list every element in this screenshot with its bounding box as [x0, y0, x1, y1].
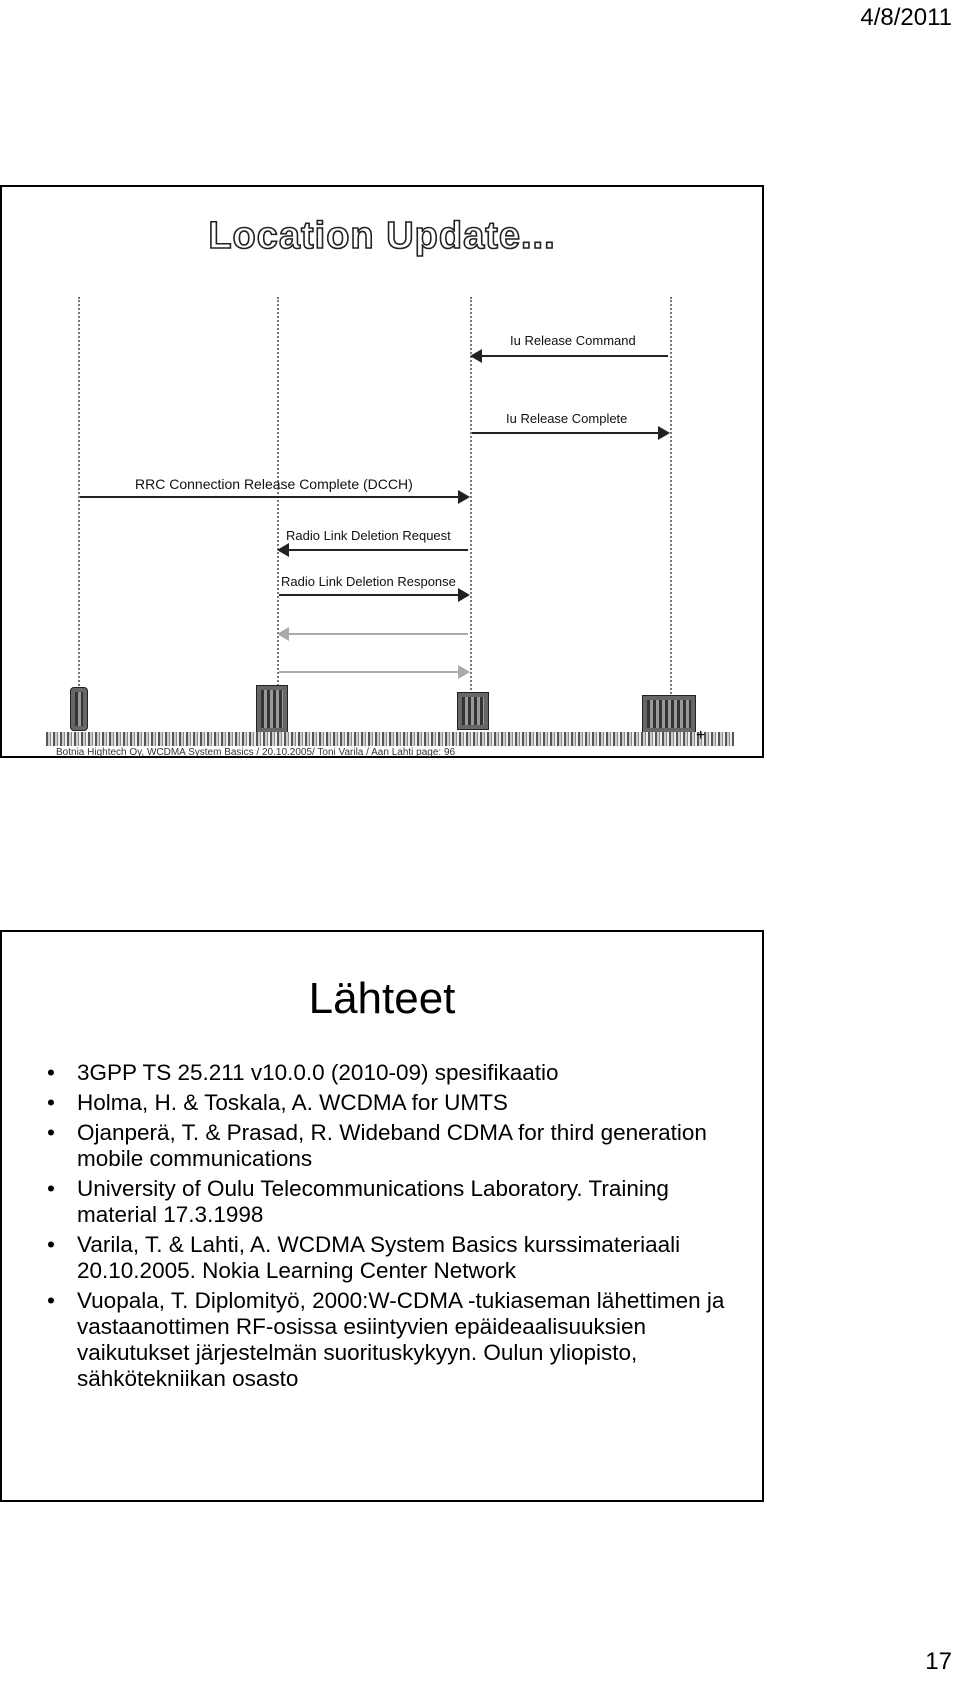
reference-item: • 3GPP TS 25.211 v10.0.0 (2010-09) spesifikaatio	[47, 1060, 747, 1086]
arrow-right-icon	[458, 665, 470, 679]
msg-label-iu-release-complete: Iu Release Complete	[506, 411, 628, 426]
msg-radio-link-deletion-response	[279, 594, 468, 596]
page-number: 17	[925, 1648, 952, 1675]
reference-item: • Ojanperä, T. & Prasad, R. Wideband CDMA for third generation mobile communications	[47, 1120, 747, 1172]
arrow-left-icon	[277, 627, 289, 641]
msg-iu-release-command	[472, 355, 668, 357]
arrow-right-icon	[658, 426, 670, 440]
reference-item: • University of Oulu Telecommunications Laboratory. Training material 17.3.1998	[47, 1176, 747, 1228]
lifeline-ue	[78, 297, 80, 702]
msg-iu-release-complete	[472, 432, 668, 434]
arrow-right-icon	[458, 490, 470, 504]
msg-label-rrc-connection-release-complete: RRC Connection Release Complete (DCCH)	[135, 476, 413, 492]
msg-faint-2	[279, 671, 468, 673]
msg-label-iu-release-command: Iu Release Command	[510, 333, 636, 348]
slide-references	[0, 930, 764, 1502]
slide-location-update	[0, 185, 764, 758]
msg-faint-1	[279, 633, 468, 635]
slide-footer: Botnia Hightech Oy, WCDMA System Basics / 20.10.2005/ Toni Varila / Aan Lahti page: 96	[56, 747, 456, 758]
slide-title: Lähteet	[308, 974, 456, 1023]
corner-mark-icon: +	[696, 727, 706, 744]
arrow-left-icon	[277, 543, 289, 557]
slide-title: Location Update...	[208, 215, 556, 257]
lifeline-node-b	[277, 297, 279, 702]
msg-label-radio-link-deletion-request: Radio Link Deletion Request	[286, 528, 451, 543]
rnc-icon	[457, 692, 489, 730]
lifeline-core-network	[670, 297, 672, 702]
core-network-icon	[642, 695, 696, 733]
mobile-phone-icon	[70, 687, 88, 731]
footer-strip	[46, 732, 734, 746]
arrow-left-icon	[470, 349, 482, 363]
msg-rrc-connection-release-complete	[80, 496, 468, 498]
reference-list	[47, 1060, 747, 1396]
msg-radio-link-deletion-request	[279, 549, 468, 551]
base-station-icon	[256, 685, 288, 733]
msg-label-radio-link-deletion-response: Radio Link Deletion Response	[281, 574, 456, 589]
reference-item: • Holma, H. & Toskala, A. WCDMA for UMTS	[47, 1090, 747, 1116]
reference-item: • Vuopala, T. Diplomityö, 2000:W-CDMA -tukiaseman lähettimen ja vastaanottimen RF-osissa esiintyvien epäideaalisuuksien vaikutukset järjestelmän suorituskykyyn. Oulun yliopisto, sähkötekniikan osasto	[47, 1288, 747, 1392]
reference-item: • Varila, T. & Lahti, A. WCDMA System Basics kurssimateriaali 20.10.2005. Nokia Learning Center Network	[47, 1232, 747, 1284]
header-date: 4/8/2011	[860, 4, 952, 31]
arrow-right-icon	[458, 588, 470, 602]
